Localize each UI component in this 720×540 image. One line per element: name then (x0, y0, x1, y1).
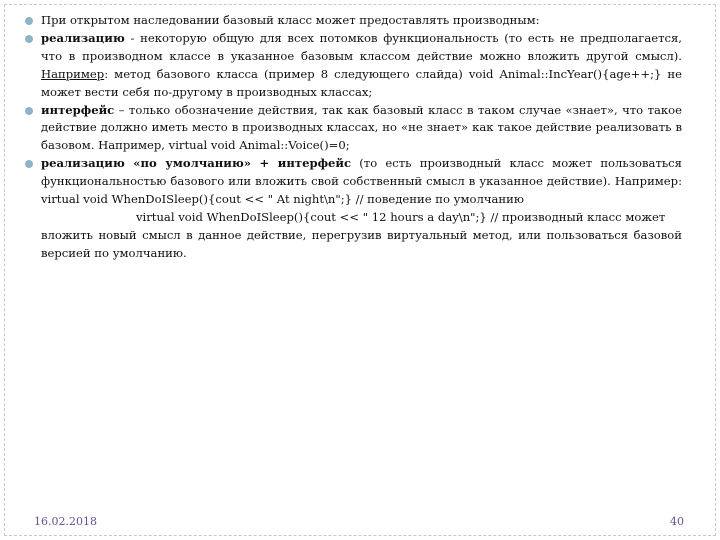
item-text: При открытом наследовании базовый класс может предоставлять производным: (41, 13, 540, 27)
bullet-item-4 (22, 155, 682, 262)
item-term: реализацию (41, 30, 125, 45)
bullet-item-2 (22, 30, 682, 102)
bullet-item-3 (22, 102, 682, 156)
slide-content (22, 12, 682, 263)
example-text: : метод базового класса (пример 8 следующего слайда) void Animal::IncYear(){age++;} не может вести себя по-другому в производных классах; (41, 66, 682, 99)
bullet-icon (25, 35, 33, 43)
bullet-icon (25, 160, 33, 168)
bullet-item-1 (22, 12, 682, 30)
page-number: 40 (670, 515, 684, 528)
bullet-icon (25, 17, 33, 25)
bullet-icon (25, 107, 33, 115)
item-text: (то есть производный класс может пользоваться функциональностью базового или вложить свой собственный смысл в указанное действие). Например: virtual void WhenDoISleep(){cout << " At night\n";} // поведение по умолчанию (41, 156, 682, 207)
item-text: – только обозначение действия, так как базовый класс в таком случае «знает», что такое действие должно иметь место в производных классах, но «не знает» как такое действие реализовать в базовом. Например, virtual void Animal::Voice()=0; (41, 102, 682, 153)
item-text: - некоторую общую для всех потомков функциональность (то есть не предполагается, что в производном классе в указанное базовым классом действие можно вложить другой смысл). (41, 30, 682, 63)
footer-date: 16.02.2018 (34, 515, 97, 528)
item-continuation: вложить новый смысл в данное действие, перегрузив виртуальный метод, или пользоваться базовой версией по умолчанию. (41, 227, 682, 260)
item-term: реализацию «по умолчанию» + интерфейс (41, 156, 352, 171)
item-term: интерфейс (41, 102, 115, 117)
code-line: virtual void WhenDoISleep(){cout << " 12 hours a day\n";} // производный класс может (136, 209, 666, 224)
example-label: Например (41, 66, 105, 81)
